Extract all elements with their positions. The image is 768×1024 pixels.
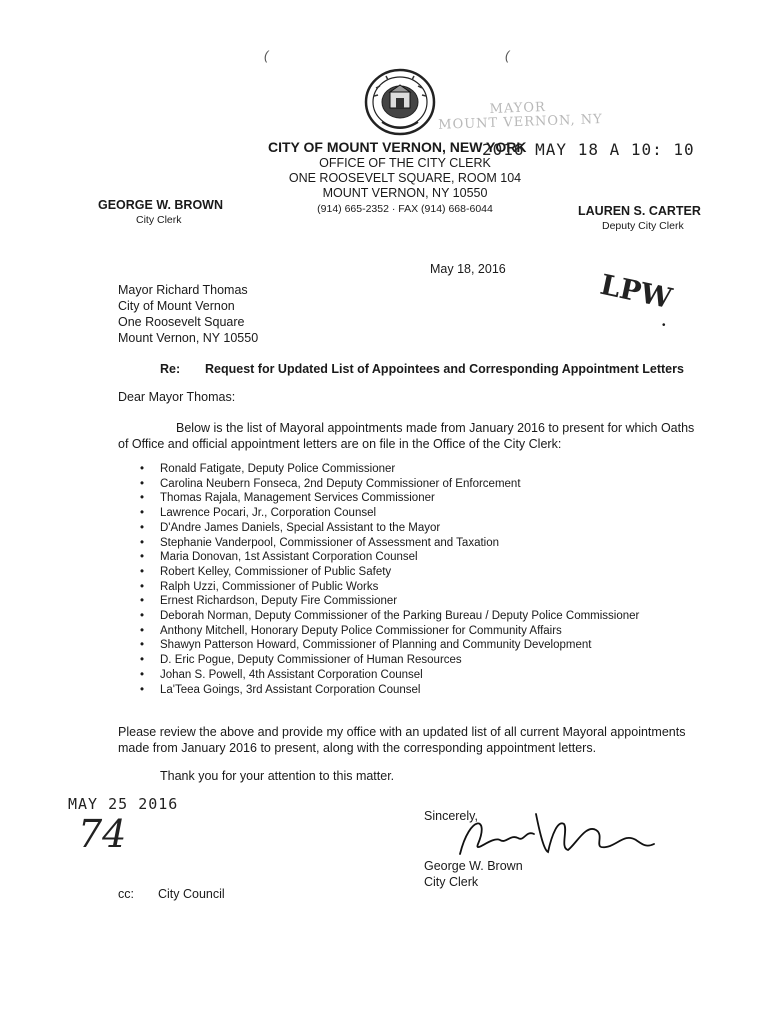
signature-icon	[440, 804, 660, 864]
clerk-name: GEORGE W. BROWN	[98, 198, 223, 212]
list-item: • D. Eric Pogue, Deputy Commissioner of Human Resources	[140, 653, 639, 668]
list-item: • La'Teea Goings, 3rd Assistant Corporation Counsel	[140, 683, 639, 698]
list-item: • Shawyn Patterson Howard, Commissioner of Planning and Community Development	[140, 638, 639, 653]
list-item: • Ralph Uzzi, Commissioner of Public Works	[140, 580, 639, 595]
closing-line: made from January 2016 to present, along with the corresponding appointment letters.	[118, 741, 597, 755]
recipient-line: One Roosevelt Square	[118, 315, 245, 329]
received-date-stamp: MAY 25 2016	[68, 795, 179, 813]
list-item: • Anthony Mitchell, Honorary Deputy Police Commissioner for Community Affairs	[140, 624, 639, 639]
list-item: • Carolina Neubern Fonseca, 2nd Deputy Commissioner of Enforcement	[140, 477, 639, 492]
intro-line: of Office and official appointment letters are on file in the Office of the City Clerk:	[118, 437, 562, 451]
list-item: • Ernest Richardson, Deputy Fire Commissioner	[140, 594, 639, 609]
time-stamp: 2016 MAY 18 A 10: 10	[482, 140, 695, 159]
salutation: Dear Mayor Thomas:	[118, 390, 236, 404]
handwritten-number: 74	[78, 812, 127, 856]
list-item: • Robert Kelley, Commissioner of Public Safety	[140, 565, 639, 580]
recipient-line: Mayor Richard Thomas	[118, 283, 248, 297]
thanks-line: Thank you for your attention to this matter.	[160, 769, 395, 783]
cc-value: City Council	[158, 887, 225, 901]
closing-line: Please review the above and provide my office with an updated list of all current Mayoral appointments	[118, 725, 686, 739]
deputy-clerk-name: LAUREN S. CARTER	[578, 204, 701, 218]
list-item: • D'Andre James Daniels, Special Assistant to the Mayor	[140, 521, 639, 536]
deputy-clerk-role: Deputy City Clerk	[602, 220, 684, 232]
handwritten-initials: LPW	[597, 267, 675, 316]
recipient-address	[118, 282, 258, 346]
city-title: CITY OF MOUNT VERNON, NEW YORK	[268, 139, 527, 155]
office-name: OFFICE OF THE CITY CLERK	[319, 156, 491, 170]
letter-date: May 18, 2016	[430, 262, 506, 276]
city-seal-icon	[360, 66, 440, 138]
list-item: • Thomas Rajala, Management Services Commissioner	[140, 491, 639, 506]
list-item: • Maria Donovan, 1st Assistant Corporation Counsel	[140, 550, 639, 565]
list-item: • Lawrence Pocari, Jr., Corporation Counsel	[140, 506, 639, 521]
intro-line: Below is the list of Mayoral appointments made from January 2016 to present for which Oaths	[176, 421, 695, 435]
re-label: Re:	[160, 362, 181, 376]
list-item: • Deborah Norman, Deputy Commissioner of the Parking Bureau / Deputy Police Commissioner	[140, 609, 639, 624]
signer-title: City Clerk	[424, 875, 479, 889]
recipient-line: City of Mount Vernon	[118, 299, 235, 313]
list-item: • Johan S. Powell, 4th Assistant Corporation Counsel	[140, 668, 639, 683]
cc-label: cc:	[118, 887, 134, 901]
list-item: • Ronald Fatigate, Deputy Police Commissioner	[140, 462, 639, 477]
received-stamp: MAYOR MOUNT VERNON, NY	[438, 100, 604, 133]
signer-name: George W. Brown	[424, 859, 523, 873]
pen-mark: (	[264, 48, 269, 63]
appointee-list	[140, 462, 639, 697]
dot-mark: •	[662, 320, 666, 331]
office-phone: (914) 665-2352 · FAX (914) 668-6044	[317, 203, 493, 215]
office-street: ONE ROOSEVELT SQUARE, ROOM 104	[288, 171, 522, 185]
recipient-line: Mount Vernon, NY 10550	[118, 331, 259, 345]
list-item: • Stephanie Vanderpool, Commissioner of Assessment and Taxation	[140, 536, 639, 551]
clerk-role: City Clerk	[136, 214, 182, 226]
pen-mark: (	[505, 48, 510, 63]
signoff: Sincerely,	[424, 809, 478, 823]
re-subject: Request for Updated List of Appointees and Corresponding Appointment Letters	[205, 362, 684, 376]
office-city: MOUNT VERNON, NY 10550	[322, 186, 488, 200]
